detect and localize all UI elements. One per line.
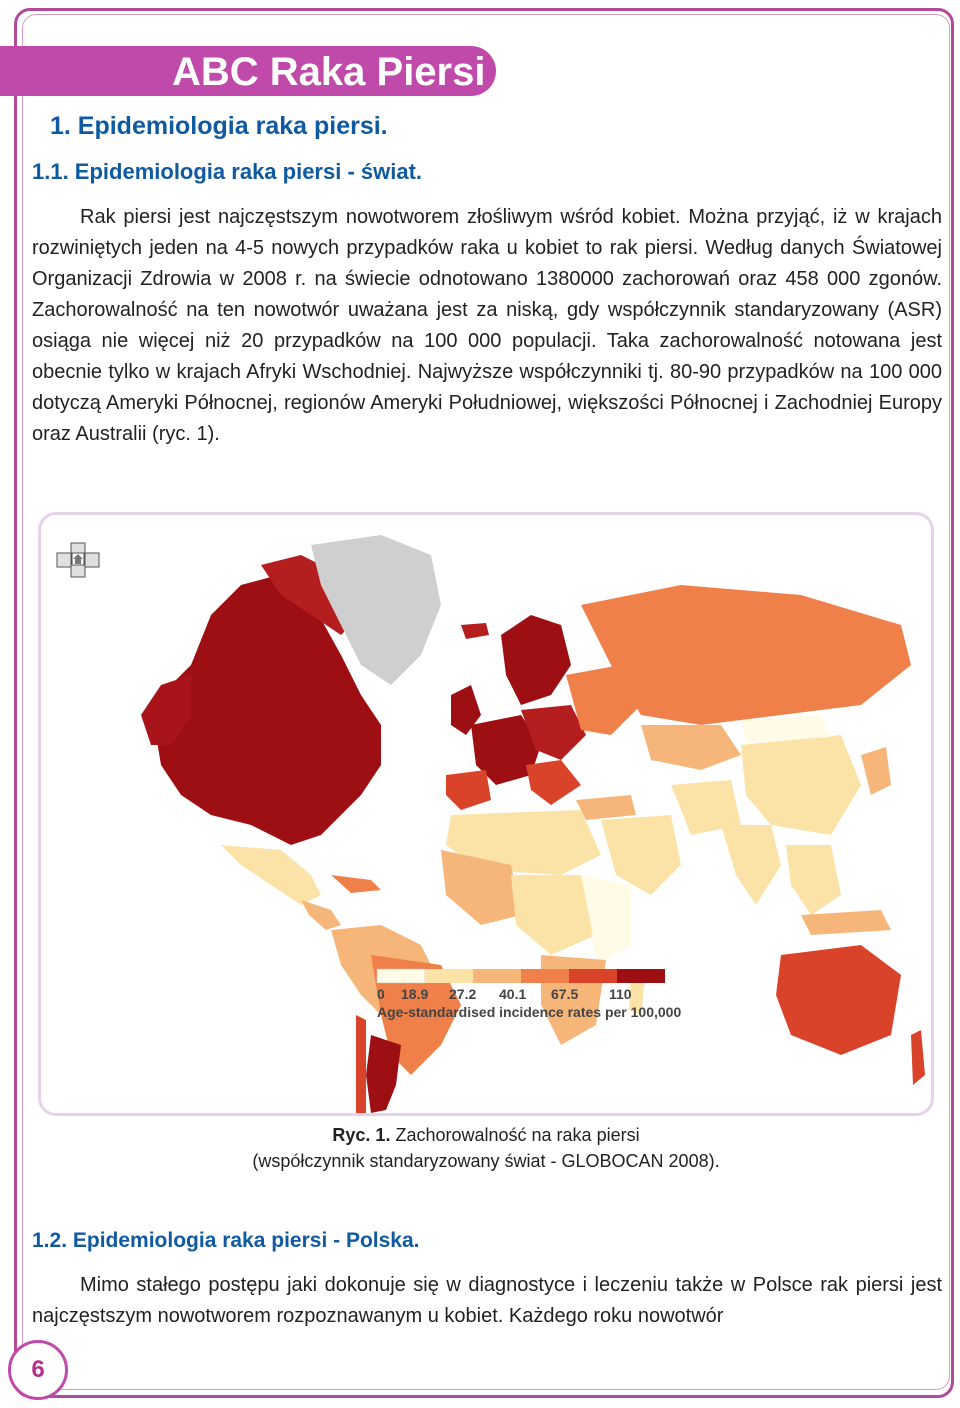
region-central-africa bbox=[511, 875, 596, 955]
legend-swatch-3 bbox=[521, 969, 569, 983]
world-map-figure bbox=[38, 512, 934, 1116]
region-turkey bbox=[576, 795, 636, 820]
figure-caption-text: Zachorowalność na raka piersi bbox=[395, 1125, 640, 1145]
paragraph-world bbox=[32, 202, 942, 450]
region-scandinavia bbox=[501, 615, 571, 705]
paragraph-poland bbox=[32, 1270, 942, 1332]
legend-swatch-5 bbox=[617, 969, 665, 983]
region-korea-japan bbox=[861, 747, 891, 795]
region-central-america bbox=[301, 900, 341, 930]
world-map bbox=[41, 515, 931, 1113]
section-heading: 1. Epidemiologia raka piersi. bbox=[50, 112, 388, 140]
legend-tick-3: 40.1 bbox=[499, 986, 527, 1002]
region-china bbox=[741, 735, 861, 835]
subsection-heading-poland: 1.2. Epidemiologia raka piersi - Polska. bbox=[32, 1229, 420, 1252]
region-southeast-asia bbox=[786, 845, 841, 915]
legend-swatch-1 bbox=[425, 969, 473, 983]
legend-tick-0: 0 bbox=[377, 986, 385, 1002]
region-mexico bbox=[221, 845, 321, 905]
document-title: ABC Raka Piersi bbox=[172, 50, 486, 94]
figure-caption-label: Ryc. 1. bbox=[332, 1125, 391, 1145]
region-iberia bbox=[446, 770, 491, 810]
legend-swatch-4 bbox=[569, 969, 617, 983]
region-chile bbox=[356, 1015, 366, 1113]
region-argentina bbox=[366, 1035, 401, 1113]
region-iceland bbox=[461, 623, 489, 639]
legend-tick-4: 67.5 bbox=[551, 986, 579, 1002]
paragraph-poland-text: Mimo stałego postępu jaki dokonuje się w diagnostyce i leczeniu także w Polsce rak piersi jest najczęstszym nowotworem rozpoznawanym u kobiet. Każdego roku nowotwór bbox=[32, 1274, 942, 1327]
map-navigation-control[interactable] bbox=[57, 543, 99, 577]
region-india bbox=[721, 825, 781, 905]
region-caribbean bbox=[331, 875, 381, 893]
legend-title: Age-standardised incidence rates per 100,000 bbox=[377, 1004, 682, 1020]
legend-swatch-2 bbox=[473, 969, 521, 983]
legend-tick-5: 110 bbox=[609, 986, 632, 1002]
figure-caption bbox=[38, 1122, 934, 1148]
region-australia bbox=[776, 945, 901, 1055]
paragraph-world-text: Rak piersi jest najczęstszym nowotworem złośliwym wśród kobiet. Można przyjąć, iż w krajach rozwiniętych jeden na 4-5 nowych przypadków raka u kobiet to rak piersi. Według danych Światowej Organizacji Zdrowia w 2008 r. na świecie odnotowano 1380000 zachorowań oraz 458 000 zgonów. Zachorowalność na ten nowotwór uważana jest za niską, gdy współczynnik standaryzowany (ASR) osiąga nie więcej niż 20 przypadków na 100 000 populacji. Taka zachorowalność notowana jest obecnie tylko w krajach Afryki Wschodniej. Najwyższe współczynniki tj. 80-90 przypadków na 100 000 dotyczą Ameryki Północnej, regionów Ameryki Południowej, większości Północnej i Zachodniej Europy oraz Australii (ryc. 1). bbox=[32, 206, 942, 445]
legend-swatch-0 bbox=[377, 969, 425, 983]
subsection-heading-world: 1.1. Epidemiologia raka piersi - świat. bbox=[32, 159, 423, 184]
region-kazakhstan bbox=[641, 725, 741, 770]
region-new-zealand bbox=[911, 1030, 925, 1085]
figure-caption-line2: (współczynnik standaryzowany świat - GLOBOCAN 2008). bbox=[252, 1151, 720, 1171]
region-indonesia bbox=[801, 910, 891, 935]
page-number-badge: 6 bbox=[8, 1340, 68, 1400]
legend-tick-1: 18.9 bbox=[401, 986, 429, 1002]
region-italy-balkans bbox=[526, 760, 581, 805]
legend-tick-2: 27.2 bbox=[449, 986, 477, 1002]
